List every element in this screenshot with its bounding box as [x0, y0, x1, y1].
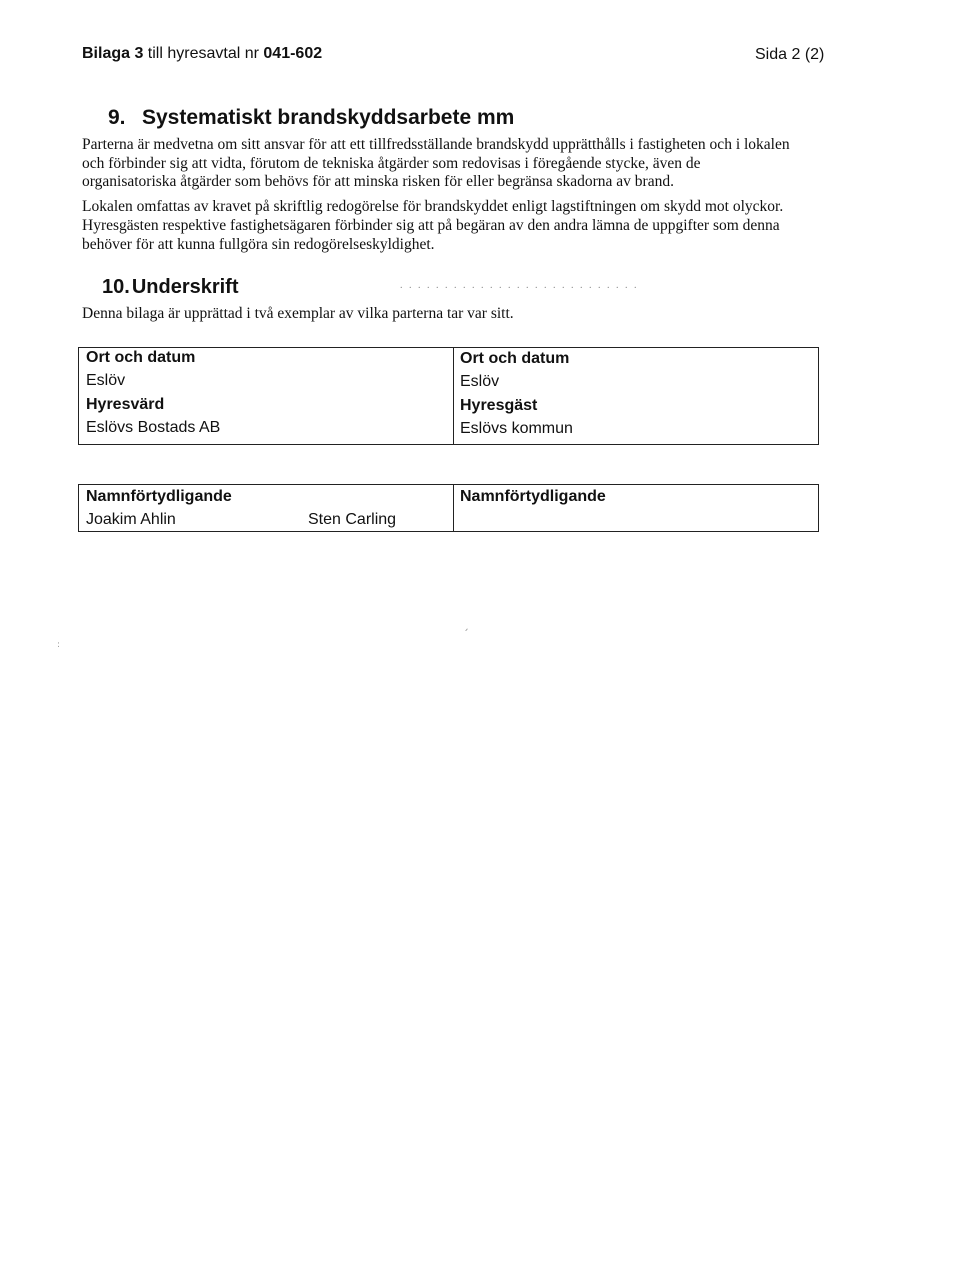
contract-number: 041-602 [263, 45, 323, 62]
header-text: till hyresavtal nr [143, 45, 264, 62]
landlord-role-label: Hyresvärd [86, 396, 165, 413]
scan-mark: : [57, 640, 61, 650]
landlord-name-value: Eslövs Bostads AB [86, 419, 221, 436]
landlord-signatory-2: Sten Carling [308, 511, 397, 528]
section-10-heading [102, 276, 239, 299]
section-number: 9. [108, 106, 126, 129]
landlord-place-date-label: Ort och datum [86, 349, 196, 366]
section-9-heading [108, 106, 514, 130]
paragraph-line: Lokalen omfattas av kravet på skriftlig redogörelse för brandskyddet enligt lagstiftningen om skydd mot olyckor. [82, 198, 784, 215]
tenant-role-label: Hyresgäst [460, 397, 538, 414]
tenant-place-date-label: Ort och datum [460, 350, 570, 367]
tenant-name-clarification-label: Namnförtydligande [460, 488, 606, 505]
section-number: 10. [102, 276, 130, 298]
tenant-name-value: Eslövs kommun [460, 420, 573, 437]
appendix-label: Bilaga 3 [82, 45, 144, 62]
paragraph-line: organisatoriska åtgärder som behövs för att minska risken för eller begränsa skadorna av brand. [82, 173, 674, 191]
landlord-name-clarification-label: Namnförtydligande [86, 488, 232, 505]
landlord-signatory-1: Joakim Ahlin [86, 511, 176, 528]
section-title: Systematiskt brandskyddsarbete mm [142, 106, 515, 129]
paragraph-line: Parterna är medvetna om sitt ansvar för att ett tillfredsställande brandskydd upprätthålls i fastigheten och i lokalen [82, 136, 790, 153]
paragraph-line: behöver för att kunna fullgöra sin redogörelseskyldighet. [82, 235, 435, 253]
paragraph-line: Hyresgästen respektive fastighetsägaren förbinder sig att på begäran av den andra lämna de uppgifter som denna [82, 217, 780, 234]
section-10-paragraph [82, 305, 842, 324]
page-number: Sida 2 (2) [755, 46, 825, 63]
landlord-place-value: Eslöv [86, 372, 126, 389]
paragraph-line: Denna bilaga är upprättad i två exemplar av vilka parterna tar var sitt. [82, 305, 514, 322]
fire-safety-requirement-paragraph [82, 198, 842, 217]
scan-mark: ˏ [463, 617, 469, 631]
document-header [82, 45, 322, 63]
tenant-place-value: Eslöv [460, 373, 500, 390]
column-divider [453, 348, 454, 444]
scan-noise-dots: . . . . . . . . . . . . . . . . . . . . . . . . . . . [400, 280, 639, 291]
paragraph-line: och förbinder sig att vidta, förutom de tekniska åtgärder som redovisas i föregående stycke, även de [82, 154, 701, 172]
section-9-paragraph [82, 136, 842, 192]
information-duty-paragraph [82, 217, 842, 254]
signature-table-upper [78, 347, 819, 445]
signature-table-lower [78, 484, 819, 532]
column-divider [453, 485, 454, 531]
section-title: Underskrift [131, 276, 239, 298]
